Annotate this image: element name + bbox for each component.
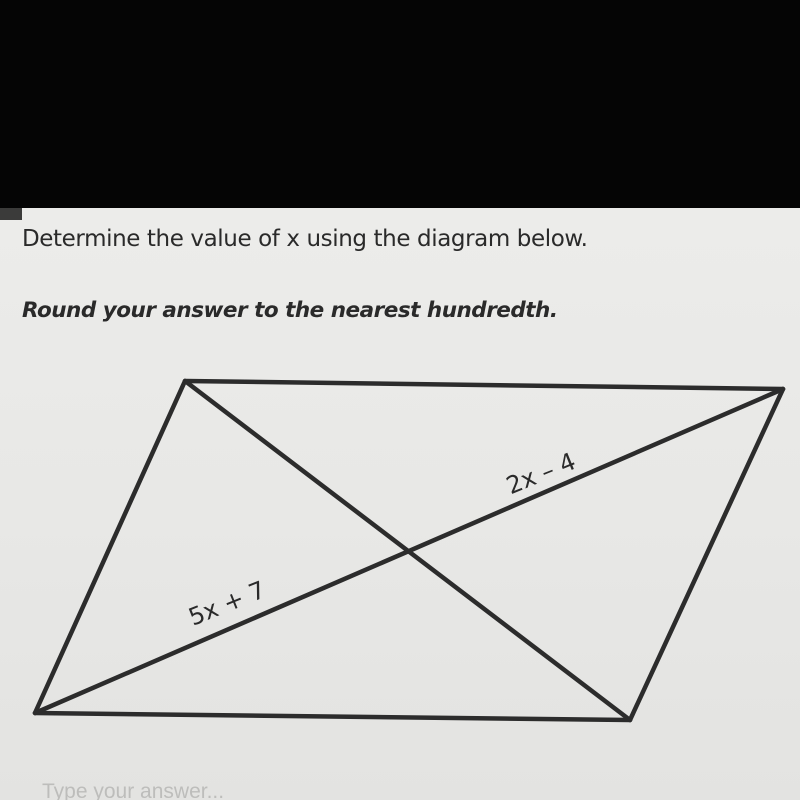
right-side xyxy=(630,389,783,720)
top-side xyxy=(185,381,783,389)
diagonal-bottom-left-to-top-right xyxy=(35,389,783,713)
question-prompt: Determine the value of x using the diagram below. xyxy=(22,226,588,252)
left-side xyxy=(35,381,185,713)
rounding-instruction: Round your answer to the nearest hundredth. xyxy=(22,298,558,323)
answer-input[interactable] xyxy=(20,772,800,800)
segment-label-upper: 2x – 4 xyxy=(502,447,580,501)
segment-label-lower: 5x + 7 xyxy=(184,575,270,632)
bottom-side xyxy=(35,713,630,720)
